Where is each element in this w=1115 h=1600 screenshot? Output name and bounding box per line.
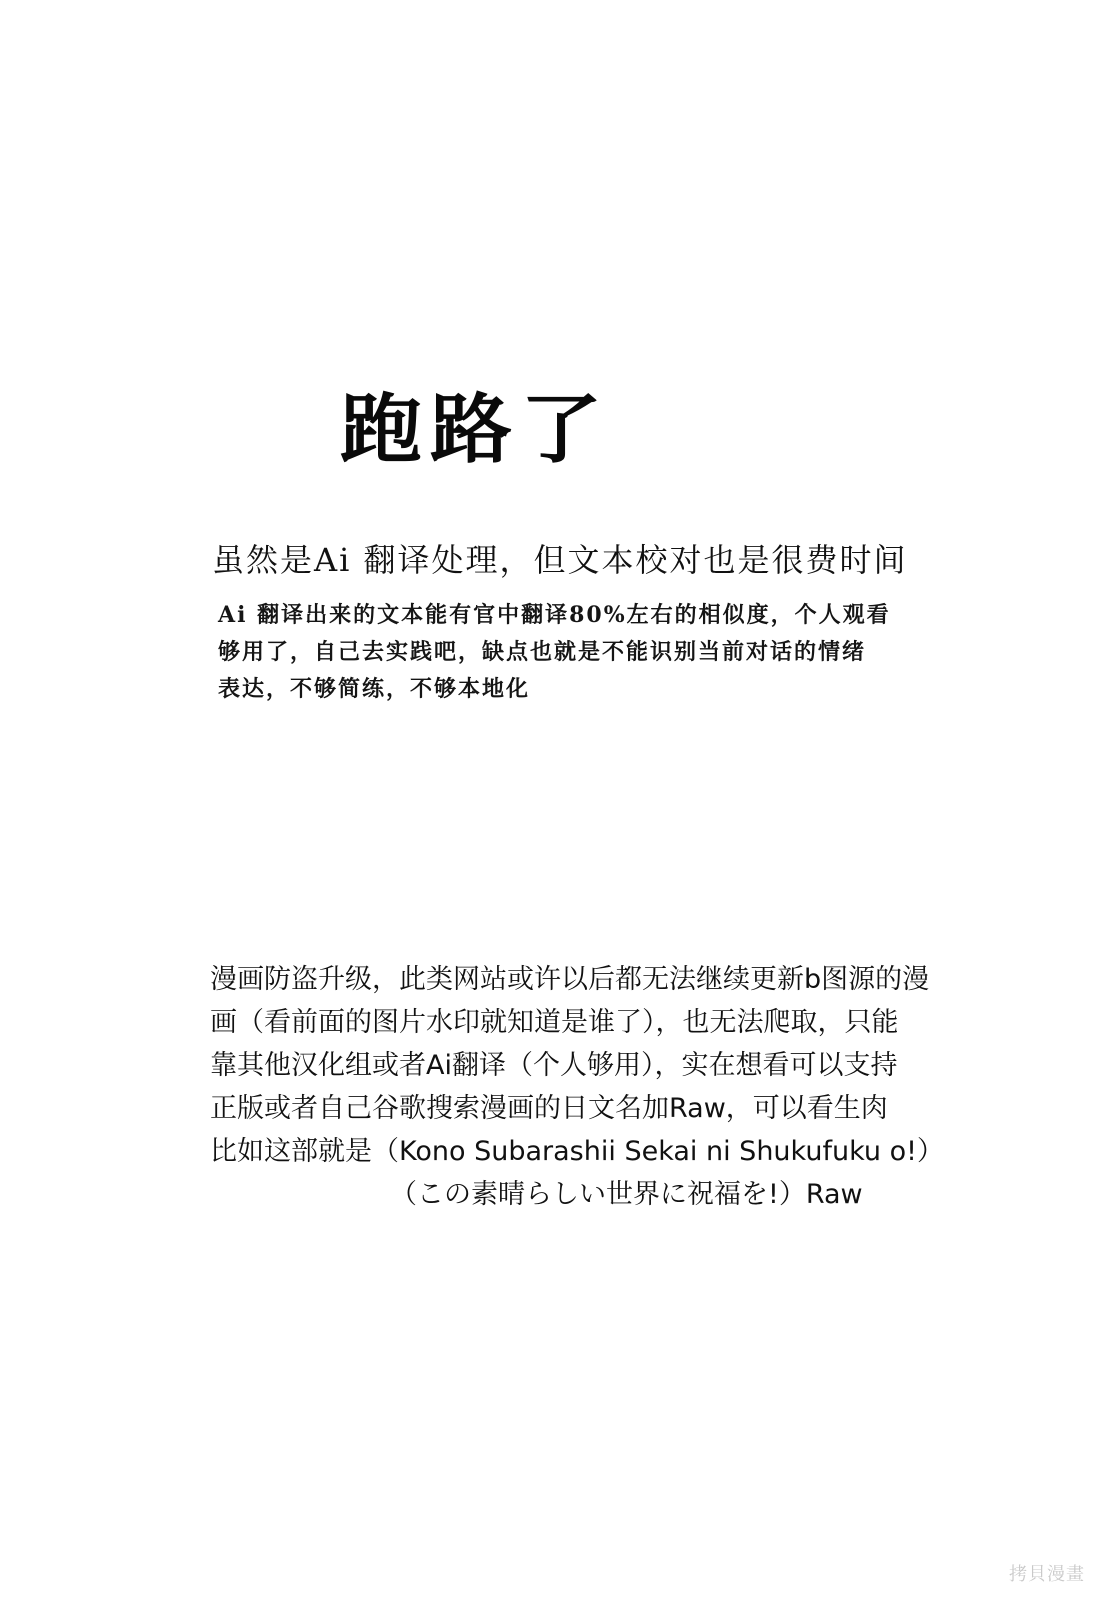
note-paragraph <box>218 597 958 708</box>
site-watermark: 拷貝漫畫 <box>1009 1564 1085 1585</box>
body-line: 画（看前面的图片水印就知道是谁了），也无法爬取，只能 <box>210 1007 899 1038</box>
page-title: 跑路了 <box>340 385 611 474</box>
body-paragraph <box>210 958 1000 1216</box>
body-line: 正版或者自己谷歌搜索漫画的日文名加Raw，可以看生肉 <box>210 1093 888 1124</box>
note-line: Ai 翻译出来的文本能有官中翻译80%左右的相似度，个人观看 <box>218 602 891 628</box>
body-line: 比如这部就是（Kono Subarashii Sekai ni Shukufuku o!） <box>210 1136 944 1167</box>
subtitle: 虽然是Ai 翻译处理，但文本校对也是很费时间 <box>212 541 908 579</box>
body-line: 漫画防盗升级，此类网站或许以后都无法继续更新b图源的漫 <box>210 964 930 995</box>
body-line: 靠其他汉化组或者Ai翻译（个人够用），实在想看可以支持 <box>210 1050 898 1081</box>
body-line-japanese-title: （この素晴らしい世界に祝福を!）Raw <box>390 1179 863 1210</box>
note-line: 够用了，自己去实践吧，缺点也就是不能识别当前对话的情绪 <box>218 639 867 665</box>
note-line: 表达，不够简练，不够本地化 <box>218 676 531 702</box>
